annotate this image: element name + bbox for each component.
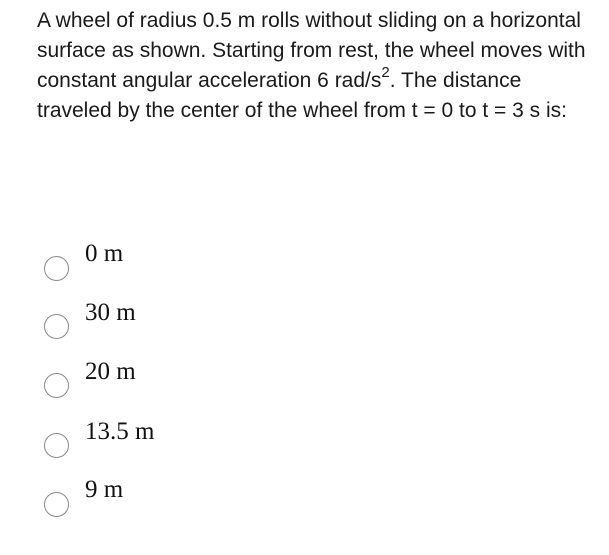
radio-button[interactable] [44,256,69,281]
answer-option-label: 13.5 m [85,418,155,445]
answer-option-1[interactable] [0,238,609,294]
question-text-main: A wheel of radius 0.5 m rolls without sliding on a horizontal surface as shown. Starting from rest, the wheel moves with constant angular acceleration 6 rad/s [37,9,586,92]
answer-option-label: 0 m [85,240,124,267]
radio-button[interactable] [44,492,69,517]
answer-option-label: 30 m [85,299,136,326]
radio-button[interactable] [44,314,69,339]
answer-option-label: 9 m [85,476,124,503]
radio-button[interactable] [44,433,69,458]
answer-option-label: 20 m [85,358,136,385]
answer-option-4[interactable] [0,416,609,472]
answer-option-3[interactable] [0,357,609,413]
radio-button[interactable] [44,373,69,398]
question-text-end: . The distance traveled by the center of the wheel from t = 0 to t = 3 s is: [37,69,567,122]
answer-option-5[interactable] [0,475,609,531]
question-superscript: 2 [381,64,390,81]
answer-option-2[interactable] [0,298,609,354]
